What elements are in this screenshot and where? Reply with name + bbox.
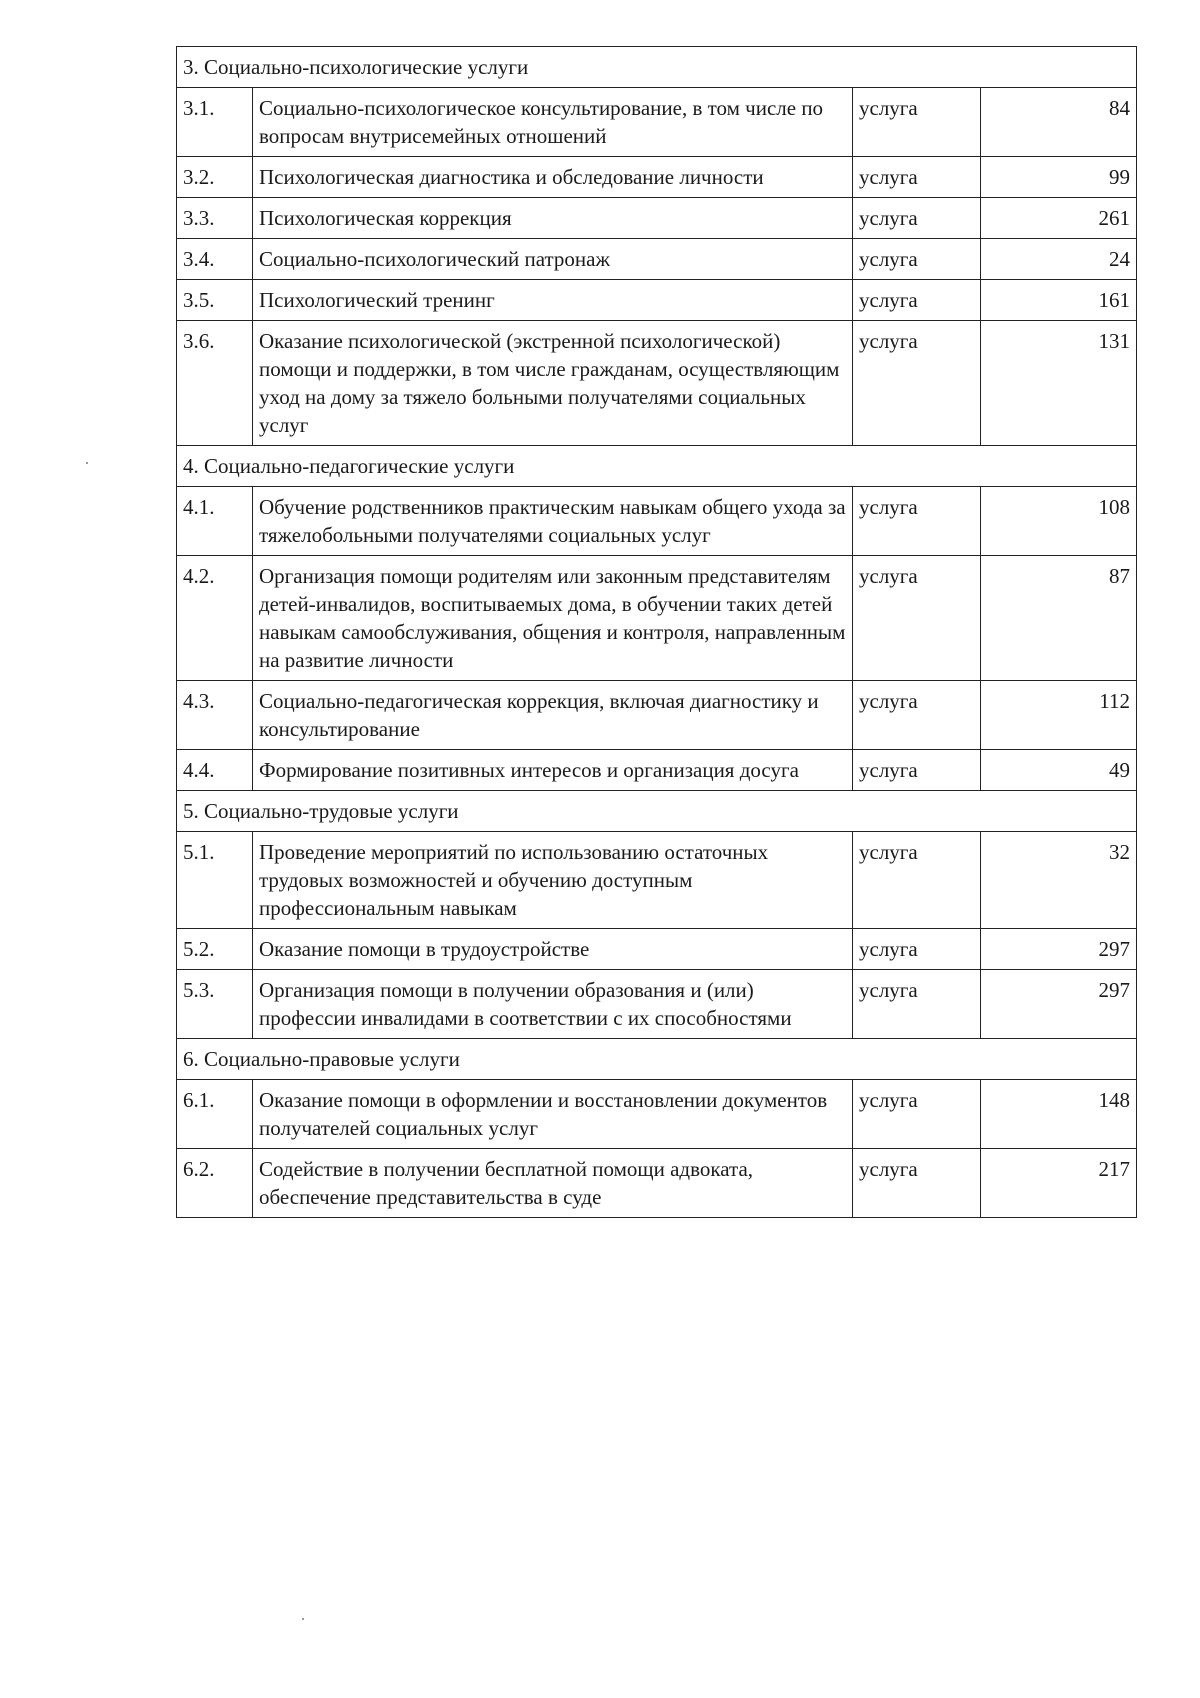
- service-count: 112: [981, 681, 1137, 750]
- section-title: 6. Социально-правовые услуги: [177, 1039, 1137, 1080]
- table-row: [177, 239, 1137, 280]
- row-number: 4.2.: [177, 556, 253, 681]
- section-title: 5. Социально-трудовые услуги: [177, 791, 1137, 832]
- unit-of-measure: услуга: [853, 1080, 981, 1149]
- unit-of-measure: услуга: [853, 198, 981, 239]
- service-count: 297: [981, 929, 1137, 970]
- service-name: Оказание помощи в оформлении и восстановлении документов получателей социальных услуг: [253, 1080, 853, 1149]
- section-header-row: [177, 47, 1137, 88]
- row-number: 3.6.: [177, 321, 253, 446]
- section-header-row: [177, 446, 1137, 487]
- section-title: 3. Социально-психологические услуги: [177, 47, 1137, 88]
- service-count: 99: [981, 157, 1137, 198]
- service-name: Оказание помощи в трудоустройстве: [253, 929, 853, 970]
- unit-of-measure: услуга: [853, 321, 981, 446]
- table-row: [177, 198, 1137, 239]
- unit-of-measure: услуга: [853, 929, 981, 970]
- services-table: [176, 46, 1137, 1218]
- unit-of-measure: услуга: [853, 832, 981, 929]
- row-number: 3.3.: [177, 198, 253, 239]
- unit-of-measure: услуга: [853, 280, 981, 321]
- row-number: 3.2.: [177, 157, 253, 198]
- table-row: [177, 1080, 1137, 1149]
- unit-of-measure: услуга: [853, 556, 981, 681]
- section-header-row: [177, 1039, 1137, 1080]
- row-number: 3.1.: [177, 88, 253, 157]
- scan-speck: [86, 462, 88, 464]
- table-row: [177, 321, 1137, 446]
- service-name: Психологическая диагностика и обследование личности: [253, 157, 853, 198]
- table-row: [177, 487, 1137, 556]
- service-count: 261: [981, 198, 1137, 239]
- unit-of-measure: услуга: [853, 239, 981, 280]
- service-count: 297: [981, 970, 1137, 1039]
- table-row: [177, 157, 1137, 198]
- services-table-body: [177, 47, 1137, 1218]
- row-number: 6.2.: [177, 1149, 253, 1218]
- scan-speck: [302, 1618, 304, 1620]
- section-title: 4. Социально-педагогические услуги: [177, 446, 1137, 487]
- row-number: 4.1.: [177, 487, 253, 556]
- unit-of-measure: услуга: [853, 681, 981, 750]
- unit-of-measure: услуга: [853, 750, 981, 791]
- unit-of-measure: услуга: [853, 970, 981, 1039]
- service-count: 84: [981, 88, 1137, 157]
- table-row: [177, 88, 1137, 157]
- row-number: 3.5.: [177, 280, 253, 321]
- service-count: 108: [981, 487, 1137, 556]
- table-row: [177, 280, 1137, 321]
- row-number: 4.4.: [177, 750, 253, 791]
- row-number: 3.4.: [177, 239, 253, 280]
- service-count: 148: [981, 1080, 1137, 1149]
- row-number: 6.1.: [177, 1080, 253, 1149]
- service-count: 131: [981, 321, 1137, 446]
- unit-of-measure: услуга: [853, 157, 981, 198]
- row-number: 5.3.: [177, 970, 253, 1039]
- service-name: Проведение мероприятий по использованию остаточных трудовых возможностей и обучению доступным профессиональным навыкам: [253, 832, 853, 929]
- service-name: Социально-психологический патронаж: [253, 239, 853, 280]
- service-name: Психологическая коррекция: [253, 198, 853, 239]
- table-row: [177, 750, 1137, 791]
- service-name: Содействие в получении бесплатной помощи адвоката, обеспечение представительства в суде: [253, 1149, 853, 1218]
- service-count: 24: [981, 239, 1137, 280]
- table-row: [177, 832, 1137, 929]
- service-count: 87: [981, 556, 1137, 681]
- service-name: Социально-психологическое консультирование, в том числе по вопросам внутрисемейных отношений: [253, 88, 853, 157]
- table-row: [177, 929, 1137, 970]
- service-name: Организация помощи в получении образования и (или) профессии инвалидами в соответствии с их способностями: [253, 970, 853, 1039]
- table-row: [177, 681, 1137, 750]
- unit-of-measure: услуга: [853, 1149, 981, 1218]
- service-name: Оказание психологической (экстренной психологической) помощи и поддержки, в том числе гражданам, осуществляющим уход на дому за тяжело больными получателями социальных услуг: [253, 321, 853, 446]
- service-name: Психологический тренинг: [253, 280, 853, 321]
- service-count: 49: [981, 750, 1137, 791]
- service-count: 217: [981, 1149, 1137, 1218]
- service-name: Обучение родственников практическим навыкам общего ухода за тяжелобольными получателями социальных услуг: [253, 487, 853, 556]
- row-number: 5.2.: [177, 929, 253, 970]
- unit-of-measure: услуга: [853, 88, 981, 157]
- table-row: [177, 1149, 1137, 1218]
- section-header-row: [177, 791, 1137, 832]
- table-row: [177, 970, 1137, 1039]
- service-name: Организация помощи родителям или законным представителям детей-инвалидов, воспитываемых дома, в обучении таких детей навыкам самообслуживания, общения и контроля, направленным на развитие личности: [253, 556, 853, 681]
- service-name: Формирование позитивных интересов и организация досуга: [253, 750, 853, 791]
- row-number: 5.1.: [177, 832, 253, 929]
- table-row: [177, 556, 1137, 681]
- service-name: Социально-педагогическая коррекция, включая диагностику и консультирование: [253, 681, 853, 750]
- service-count: 161: [981, 280, 1137, 321]
- service-count: 32: [981, 832, 1137, 929]
- row-number: 4.3.: [177, 681, 253, 750]
- unit-of-measure: услуга: [853, 487, 981, 556]
